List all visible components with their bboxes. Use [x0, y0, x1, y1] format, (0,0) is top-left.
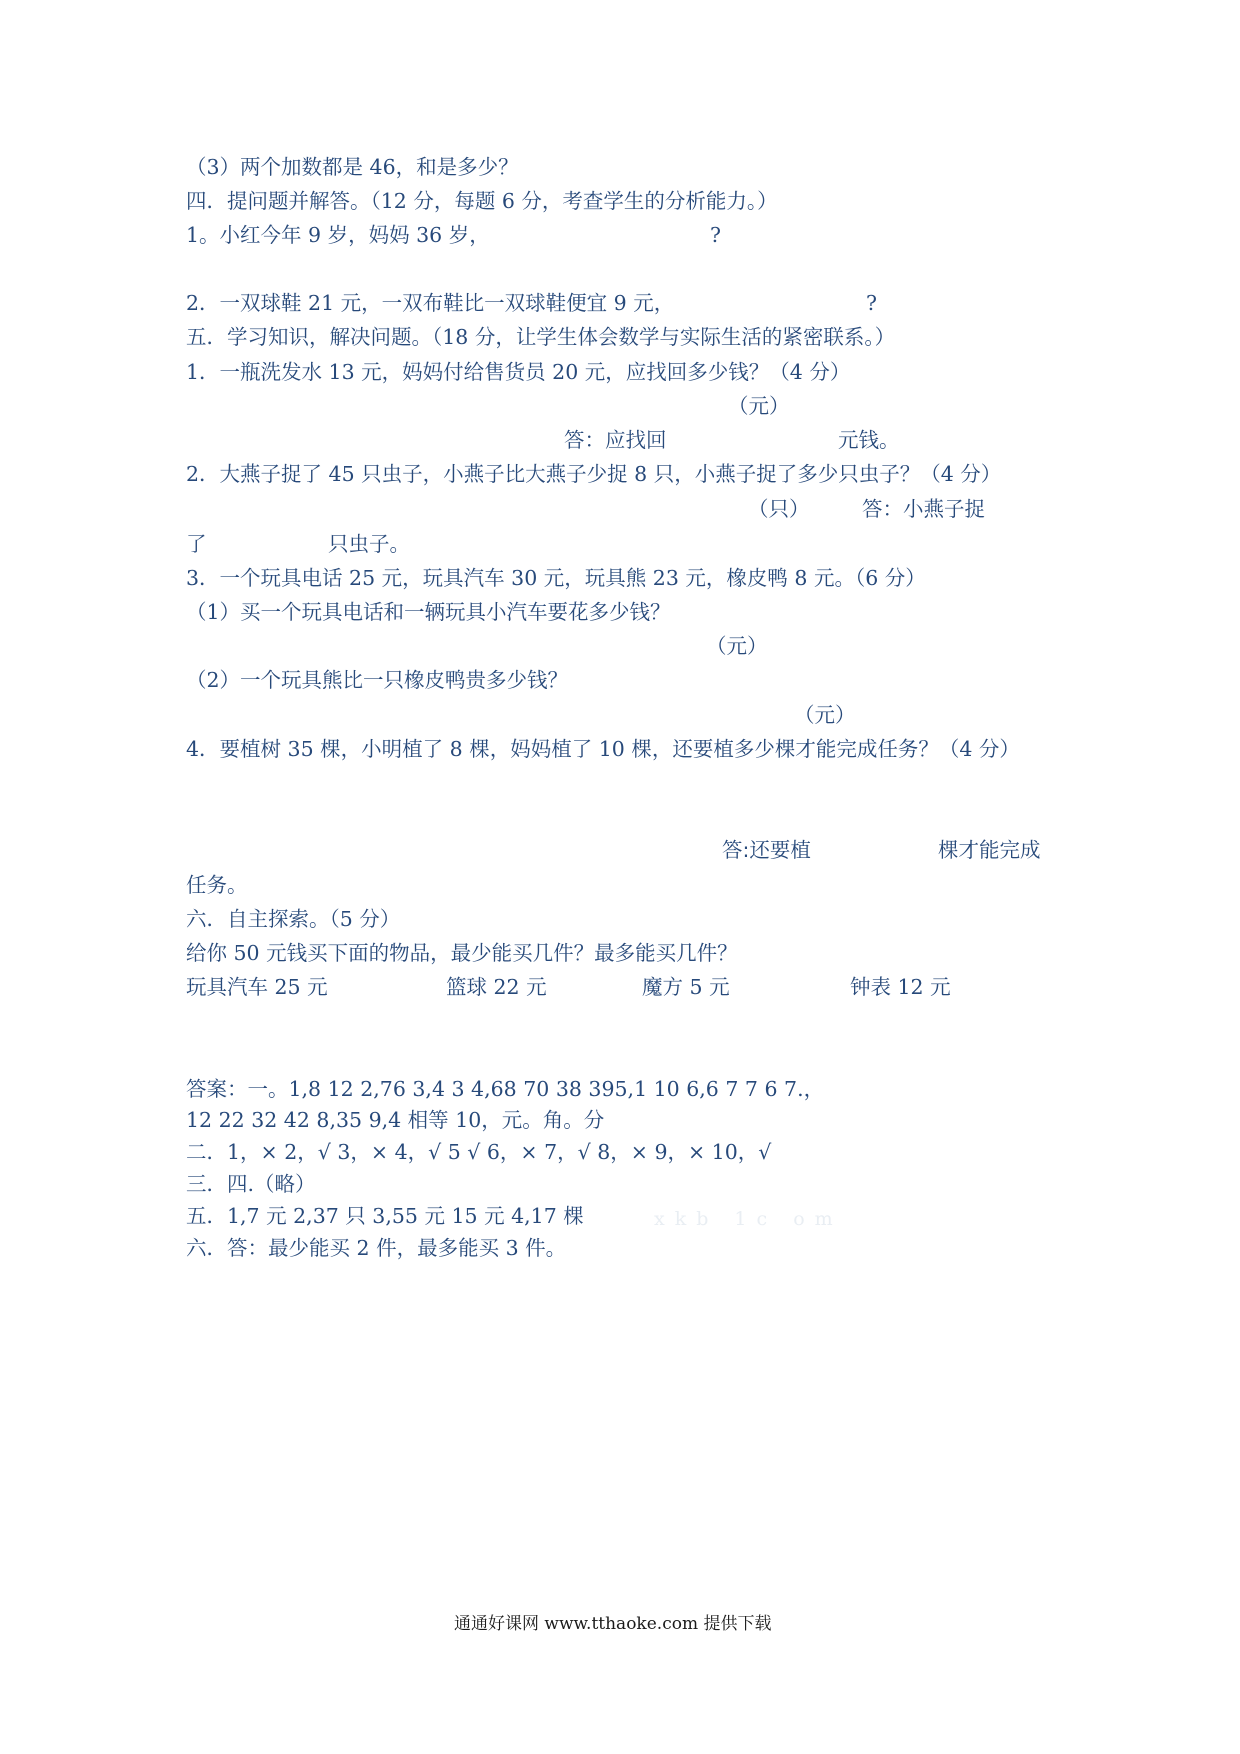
- item-toy-car: 玩具汽车 25 元: [186, 975, 328, 999]
- answer-line-1: 答案：一。1,8 12 2,76 3,4 3 4,68 70 38 395,1 10 6,6 7 7 6 7.，: [186, 1077, 825, 1101]
- answer-line-5: 五．1,7 元 2,37 只 3,55 元 15 元 4,17 棵: [186, 1204, 584, 1228]
- watermark: xkb 1c om: [654, 1208, 843, 1230]
- section-5-question-1-answer-end: 元钱。: [838, 428, 900, 452]
- section-5-question-4-answer-mid: 棵才能完成: [938, 838, 1041, 862]
- section-4-question-2: 2．一双球鞋 21 元，一双布鞋比一双球鞋便宜 9 元，: [186, 291, 675, 315]
- section-5-question-1: 1．一瓶洗发水 13 元，妈妈付给售货员 20 元，应找回多少钱？（4 分）: [186, 360, 851, 384]
- answer-line-4: 三．四.（略）: [186, 1172, 316, 1196]
- section-4-question-1-mark: ?: [710, 223, 721, 247]
- section-5-question-4-answer-start: 答:还要植: [722, 838, 811, 862]
- page-footer: 通通好课网 www.tthaoke.com 提供下载: [454, 1614, 772, 1634]
- section-5-question-2-answer-start: 答：小燕子捉: [862, 497, 985, 521]
- item-basketball: 篮球 22 元: [446, 975, 547, 999]
- section-6-title: 六．自主探索。（5 分）: [186, 907, 401, 931]
- section-5-question-2-answer-end: 只虫子。: [328, 532, 410, 556]
- section-5-question-3: 3．一个玩具电话 25 元，玩具汽车 30 元，玩具熊 23 元，橡皮鸭 8 元。（6 分）: [186, 566, 926, 590]
- section-5-question-1-answer-start: 答：应找回: [564, 428, 667, 452]
- section-5-question-3-1: （1）买一个玩具电话和一辆玩具小汽车要花多少钱？: [186, 600, 671, 624]
- item-rubik-cube: 魔方 5 元: [642, 975, 730, 999]
- section-5-question-2-unit: （只）: [748, 497, 810, 521]
- section-5-question-3-2-unit: （元）: [794, 703, 856, 727]
- section-5-title: 五．学习知识，解决问题。（18 分，让学生体会数学与实际生活的紧密联系。）: [186, 325, 896, 349]
- section-5-question-3-1-unit: （元）: [706, 634, 768, 658]
- answer-line-6: 六．答：最少能买 2 件，最多能买 3 件。: [186, 1236, 567, 1260]
- answer-line-3: 二．1，× 2，√ 3，× 4，√ 5 √ 6，× 7，√ 8，× 9，× 10，√: [186, 1140, 772, 1164]
- section-6-question: 给你 50 元钱买下面的物品，最少能买几件？最多能买几件？: [186, 941, 738, 965]
- section-5-question-4: 4．要植树 35 棵，小明植了 8 棵，妈妈植了 10 棵，还要植多少棵才能完成任务？（4 分）: [186, 737, 1020, 761]
- section-5-question-3-2: （2）一个玩具熊比一只橡皮鸭贵多少钱？: [186, 668, 569, 692]
- section-5-question-2-answer-mid: 了: [186, 532, 207, 556]
- section-5-question-2: 2．大燕子捉了 45 只虫子，小燕子比大燕子少捉 8 只，小燕子捉了多少只虫子？（4 分）: [186, 462, 1002, 486]
- question-3-3: （3）两个加数都是 46，和是多少？: [186, 155, 519, 179]
- item-clock: 钟表 12 元: [850, 975, 951, 999]
- section-4-question-1: 1。小红今年 9 岁，妈妈 36 岁，: [186, 223, 490, 247]
- answer-line-2: 12 22 32 42 8,35 9,4 相等 10，元。角。分: [186, 1108, 605, 1132]
- section-5-question-4-answer-end: 任务。: [186, 873, 248, 897]
- section-4-title: 四．提问题并解答。（12 分，每题 6 分，考查学生的分析能力。）: [186, 189, 778, 213]
- section-5-question-1-unit: （元）: [728, 394, 790, 418]
- section-4-question-2-mark: ?: [866, 291, 877, 315]
